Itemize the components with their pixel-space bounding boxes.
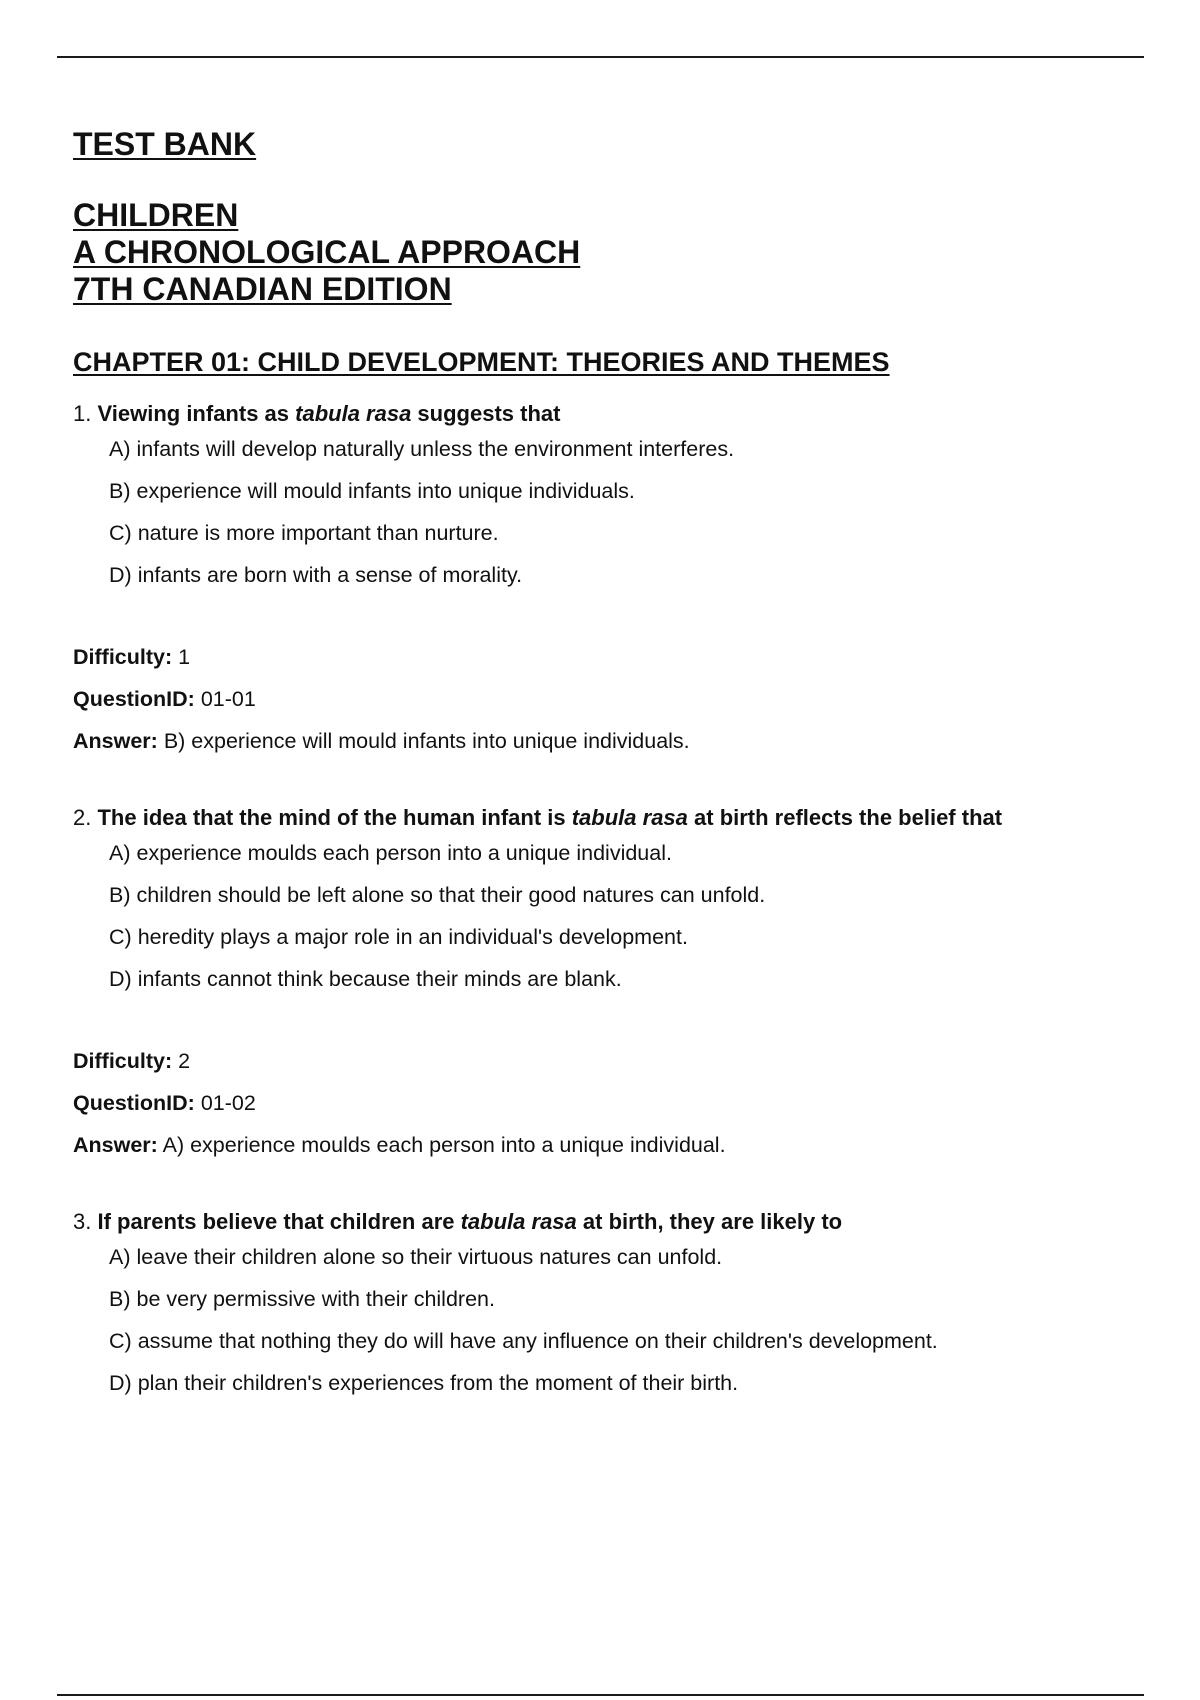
question-stem: [73, 400, 1153, 428]
option-c: [109, 520, 1153, 546]
question-2: [73, 804, 1153, 1158]
option-text: experience will mould infants into unique individuals.: [136, 479, 635, 503]
book-title-line-1: CHILDREN: [73, 197, 239, 233]
bottom-rule: [57, 1694, 1144, 1696]
option-letter: B): [109, 883, 131, 907]
question-stem: [73, 1208, 1153, 1236]
stem-part: suggests that: [411, 401, 561, 426]
option-b: [109, 882, 1153, 908]
answer-label: Answer:: [73, 729, 158, 753]
option-letter: C): [109, 1329, 132, 1353]
option-text: children should be left alone so that their good natures can unfold.: [136, 883, 766, 907]
question-text: [97, 805, 1002, 830]
question-id-label: QuestionID:: [73, 687, 195, 711]
option-text: assume that nothing they do will have any influence on their children's development.: [137, 1329, 938, 1353]
answer-label: Answer:: [73, 1133, 158, 1157]
option-a: [109, 436, 1153, 462]
stem-part: The idea that the mind of the human infant is: [97, 805, 572, 830]
option-letter: D): [109, 967, 132, 991]
option-text: be very permissive with their children.: [136, 1287, 495, 1311]
question-1: [73, 400, 1153, 754]
option-text: leave their children alone so their virtuous natures can unfold.: [136, 1245, 723, 1269]
option-b: [109, 1286, 1153, 1312]
question-text: [97, 401, 560, 426]
option-a: [109, 1244, 1153, 1270]
option-d: [109, 966, 1153, 992]
difficulty-row: [73, 644, 1153, 670]
option-b: [109, 478, 1153, 504]
option-letter: A): [109, 1245, 131, 1269]
option-letter: A): [109, 841, 131, 865]
question-id-row: [73, 1090, 1153, 1116]
option-a: [109, 840, 1153, 866]
option-text: experience moulds each person into a unique individual.: [136, 841, 672, 865]
book-title-line-3: 7TH CANADIAN EDITION: [73, 271, 452, 307]
stem-italic: tabula rasa: [295, 401, 412, 426]
stem-part: If parents believe that children are: [97, 1209, 461, 1234]
option-d: [109, 562, 1153, 588]
answer-row: [73, 1132, 1153, 1158]
question-number: 1.: [73, 401, 92, 426]
question-text: [97, 1209, 842, 1234]
answer-value: B) experience will mould infants into unique individuals.: [163, 729, 690, 753]
option-letter: C): [109, 521, 132, 545]
option-letter: D): [109, 1371, 132, 1395]
stem-part: at birth, they are likely to: [576, 1209, 843, 1234]
option-letter: C): [109, 925, 132, 949]
question-id-value: 01-02: [200, 1091, 256, 1115]
option-letter: A): [109, 437, 131, 461]
option-text: infants cannot think because their minds are blank.: [137, 967, 622, 991]
option-text: heredity plays a major role in an individual's development.: [137, 925, 688, 949]
answer-value: A) experience moulds each person into a unique individual.: [162, 1133, 726, 1157]
option-text: infants will develop naturally unless the environment interferes.: [136, 437, 735, 461]
top-rule: [57, 56, 1144, 58]
stem-italic: tabula rasa: [571, 805, 688, 830]
answer-options: [109, 1244, 1153, 1396]
stem-part: Viewing infants as: [97, 401, 296, 426]
question-3: [73, 1208, 1153, 1396]
question-stem: [73, 804, 1153, 832]
question-id-row: [73, 686, 1153, 712]
question-id-value: 01-01: [200, 687, 256, 711]
option-letter: B): [109, 1287, 131, 1311]
difficulty-label: Difficulty:: [73, 645, 173, 669]
test-bank-title: TEST BANK: [73, 126, 257, 162]
difficulty-row: [73, 1048, 1153, 1074]
answer-options: [109, 840, 1153, 992]
stem-part: at birth reflects the belief that: [687, 805, 1003, 830]
difficulty-value: 1: [178, 645, 191, 669]
option-letter: D): [109, 563, 132, 587]
option-text: plan their children's experiences from the moment of their birth.: [137, 1371, 739, 1395]
stem-italic: tabula rasa: [460, 1209, 577, 1234]
option-d: [109, 1370, 1153, 1396]
question-id-label: QuestionID:: [73, 1091, 195, 1115]
question-number: 2.: [73, 805, 92, 830]
option-letter: B): [109, 479, 131, 503]
option-c: [109, 924, 1153, 950]
question-meta: [73, 644, 1153, 754]
difficulty-label: Difficulty:: [73, 1049, 173, 1073]
option-c: [109, 1328, 1153, 1354]
answer-options: [109, 436, 1153, 588]
question-meta: [73, 1048, 1153, 1158]
difficulty-value: 2: [178, 1049, 191, 1073]
option-text: infants are born with a sense of morality.: [137, 563, 523, 587]
document-page: [73, 126, 1153, 1412]
book-title-line-2: A CHRONOLOGICAL APPROACH: [73, 234, 581, 270]
question-number: 3.: [73, 1209, 92, 1234]
answer-row: [73, 728, 1153, 754]
option-text: nature is more important than nurture.: [137, 521, 499, 545]
chapter-heading: CHAPTER 01: CHILD DEVELOPMENT: THEORIES AND THEMES: [73, 347, 890, 377]
